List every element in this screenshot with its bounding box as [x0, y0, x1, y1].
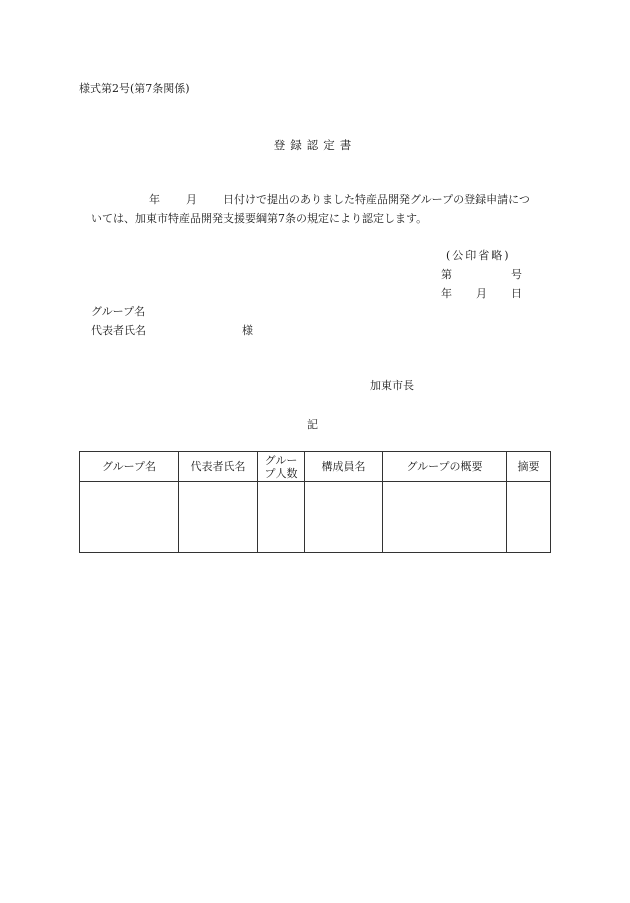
body-text-line-1 [149, 193, 530, 207]
header-remarks: 摘要 [507, 452, 551, 482]
body-line1-rest: 日付けで提出のありました特産品開発グループの登録申請につ [223, 193, 530, 206]
header-group-name: グループ名 [80, 452, 179, 482]
group-name-label: グループ名 [91, 305, 146, 318]
issuer-mayor: 加東市長 [370, 379, 414, 392]
honorific: 様 [242, 324, 253, 337]
cell-remarks[interactable] [507, 482, 551, 553]
header-representative-name: 代表者氏名 [179, 452, 258, 482]
table-header-row [80, 452, 551, 482]
issue-date-year: 年 [441, 287, 452, 300]
representative-name-label: 代表者氏名 [91, 324, 146, 337]
form-number: 様式第2号(第7条関係) [79, 82, 190, 95]
seal-omitted-note: (公印省略) [446, 249, 511, 262]
header-group-overview: グループの概要 [383, 452, 507, 482]
body-month: 月 [186, 193, 197, 206]
certificate-number-suffix: 号 [511, 268, 522, 281]
document-title: 登録認定書 [273, 138, 357, 152]
header-group-size-line2: プ人数 [264, 466, 298, 480]
cell-group-name[interactable] [80, 482, 179, 553]
body-year: 年 [149, 193, 160, 206]
issue-date-month: 月 [476, 287, 487, 300]
ki-heading: 記 [307, 418, 318, 431]
issue-date-day: 日 [511, 287, 522, 300]
body-text-line-2: いては、加東市特産品開発支援要綱第7条の規定により認定します。 [91, 212, 428, 225]
header-member-names: 構成員名 [305, 452, 383, 482]
cell-member-names[interactable] [305, 482, 383, 553]
cell-representative-name[interactable] [179, 482, 258, 553]
registry-table [79, 451, 551, 553]
cell-group-size[interactable] [258, 482, 305, 553]
header-group-size-line1: グルー [264, 453, 298, 467]
certificate-number-prefix: 第 [441, 268, 452, 281]
cell-group-overview[interactable] [383, 482, 507, 553]
table-row [80, 482, 551, 553]
header-group-size [258, 452, 305, 482]
